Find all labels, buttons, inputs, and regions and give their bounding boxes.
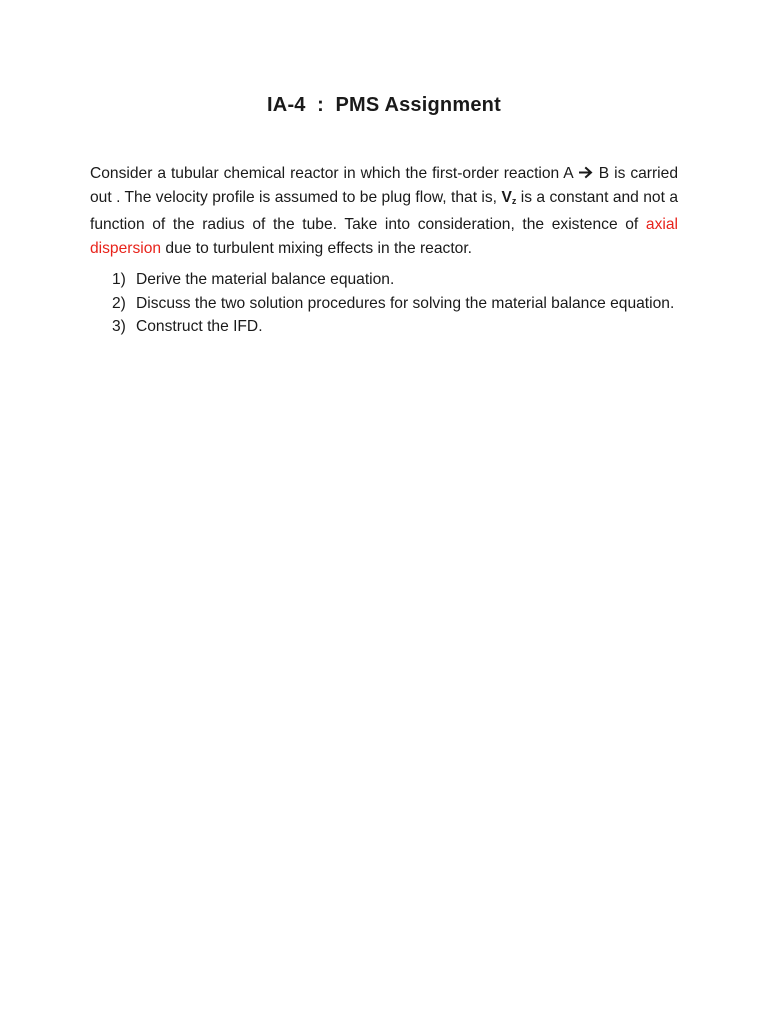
page-title: IA-4 : PMS Assignment — [267, 94, 501, 116]
velocity-symbol-main: V — [501, 188, 512, 206]
list-item-number: 2) — [112, 294, 126, 312]
list-item-number: 3) — [112, 318, 126, 336]
list-item-text: Construct the IFD. — [136, 318, 263, 336]
statement-part-2: B is carried out . The velocity profile is assumed to be plug flow, that is, — [90, 165, 678, 206]
velocity-symbol — [501, 189, 516, 206]
statement-part-4: due to turbulent mixing effects in the reactor. — [165, 239, 472, 257]
list-item — [90, 292, 678, 316]
problem-statement — [90, 162, 678, 260]
list-item-text: Discuss the two solution procedures for solving the material balance equation. — [136, 294, 675, 312]
list-item-text: Derive the material balance equation. — [136, 271, 395, 288]
task-list — [90, 268, 678, 339]
statement-part-3: is a constant and not a function of the radius of the tube. Take into consideration, the existence of — [90, 188, 678, 234]
statement-part-1: Consider a tubular chemical reactor in which the first-order reaction A — [90, 165, 573, 182]
list-item-number: 1) — [112, 271, 126, 288]
list-item — [90, 315, 678, 339]
right-arrow-icon — [579, 166, 593, 179]
velocity-symbol-subscript: z — [511, 195, 517, 206]
list-item — [90, 268, 678, 292]
highlighted-term: axial dispersion — [90, 216, 678, 257]
